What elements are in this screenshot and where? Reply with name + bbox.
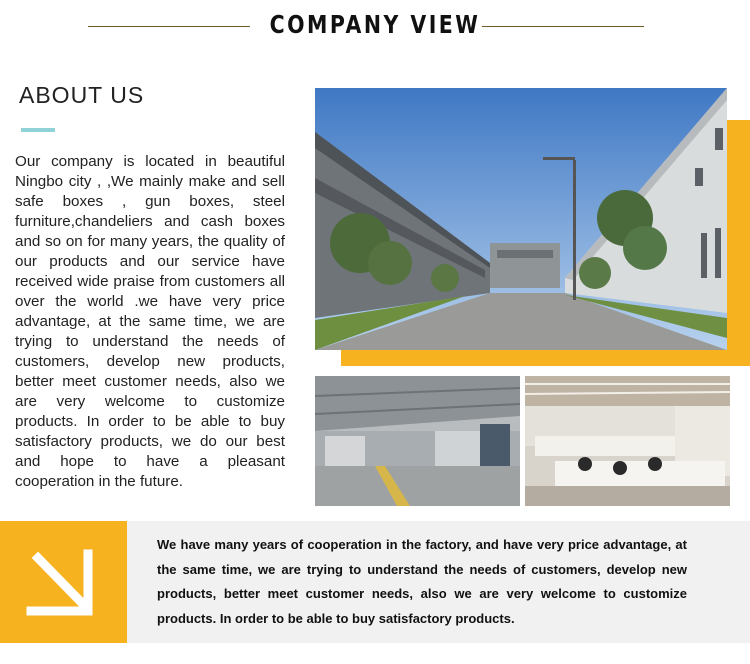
arrow-down-right-icon	[0, 521, 127, 643]
about-text: Our company is located in beautiful Ningbo city , ,We mainly make and sell safe boxes , gun boxes, steel furniture,chandeliers and cash boxes and so on for many years, the quality of our products and our service have received wide praise from customers all over the world .we have very price advantage, at the same time, we are trying to understand the needs of customers, develop new products, better meet customer needs, also we are very welcome to customize products. In order to be able to buy satisfactory products, we do our best and hope to have a pleasant cooperation in the future.	[15, 153, 285, 490]
bottom-text: We have many years of cooperation in the factory, and have very price advantage, at the same time, we are trying to understand the needs of customers, develop new products, better meet customer needs, also we are very welcome to customize products. In order to be able to buy satisfactory products.	[157, 537, 687, 626]
office-photo	[525, 376, 730, 506]
factory-exterior-photo	[315, 88, 727, 350]
about-accent-bar	[21, 128, 55, 132]
about-title: ABOUT US	[19, 82, 145, 108]
page-title: COMPANY VIEW	[269, 10, 481, 39]
arrow-box	[0, 521, 127, 643]
workshop-photo	[315, 376, 520, 506]
